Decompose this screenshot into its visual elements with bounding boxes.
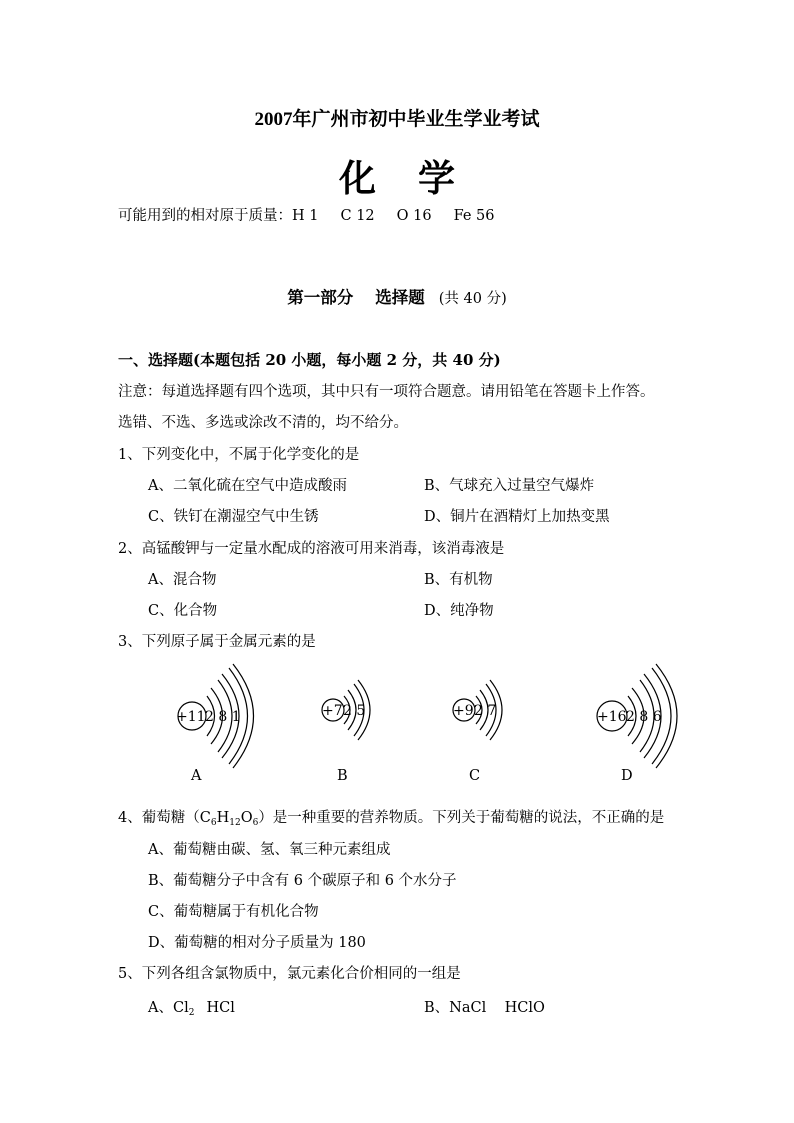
q2-option-c: C、化合物 <box>148 603 218 619</box>
section-note-1: 注意：每道选择题有四个选项，其中只有一项符合题意。请用铅笔在答题卡上作答。 <box>118 384 655 400</box>
q5-option-a-sub: 2 <box>188 1008 195 1018</box>
q1-option-a: A、二氧化硫在空气中造成酸雨 <box>148 478 347 494</box>
atom-a-nucleus: +11 <box>176 709 206 725</box>
subject-title: 化学 <box>339 156 497 200</box>
atom-b-nucleus: +7 <box>322 703 343 719</box>
q5-option-b: B、NaCl HClO <box>424 1000 545 1016</box>
q5-stem: 5、下列各组含氯物质中，氯元素化合价相同的一组是 <box>118 966 461 982</box>
q4-option-d: D、葡萄糖的相对分子质量为 180 <box>148 935 366 951</box>
atom-d-nucleus: +16 <box>597 709 627 725</box>
atomic-masses-line <box>118 206 495 226</box>
formula-o-sub: 6 <box>252 818 259 828</box>
q3-stem: 3、下列原子属于金属元素的是 <box>118 634 316 650</box>
q5-option-a-post: HCl <box>206 1000 235 1016</box>
atomic-mass-fe: Fe 56 <box>453 208 495 224</box>
atomic-masses-label: 可能用到的相对原于质量： <box>118 208 292 224</box>
part-total: (共 40 分) <box>438 291 507 307</box>
part-name: 第一部分 <box>287 288 354 307</box>
q2-option-d: D、纯净物 <box>424 603 494 619</box>
section-heading: 一、选择题(本题包括 20 小题，每小题 2 分，共 40 分) <box>118 351 501 369</box>
glucose-formula <box>200 810 259 826</box>
section-note-2: 选错、不选、多选或涂改不清的，均不给分。 <box>118 415 408 431</box>
atom-b-label: B <box>337 768 348 784</box>
atom-diagrams <box>0 660 794 800</box>
q4-stem-pre: 4、葡萄糖（ <box>118 810 200 826</box>
q1-option-c: C、铁钉在潮湿空气中生锈 <box>148 509 319 525</box>
q2-option-b: B、有机物 <box>424 572 493 588</box>
atom-b-shells: 2 5 <box>343 703 366 719</box>
q5-option-a-pre: A、Cl <box>148 1000 189 1016</box>
atom-a-shells: 2 8 1 <box>205 709 241 725</box>
formula-c-sub: 6 <box>210 818 217 828</box>
atom-d-shells: 2 8 6 <box>626 709 662 725</box>
atomic-mass-o: O 16 <box>396 208 432 224</box>
atom-d-label: D <box>621 768 633 784</box>
q1-option-b: B、气球充入过量空气爆炸 <box>424 478 595 494</box>
atomic-mass-h: H 1 <box>292 208 319 224</box>
exam-title: 2007年广州市初中毕业生学业考试 <box>254 109 540 130</box>
formula-h: H <box>216 810 230 826</box>
formula-o: O <box>240 810 253 826</box>
part-heading <box>0 284 794 308</box>
atom-a-label: A <box>191 768 202 784</box>
q4-option-b: B、葡萄糖分子中含有 6 个碳原子和 6 个水分子 <box>148 873 457 889</box>
atomic-mass-c: C 12 <box>340 208 375 224</box>
atom-c-shells: 2 7 <box>474 703 497 719</box>
q2-stem: 2、高锰酸钾与一定量水配成的溶液可用来消毒，该消毒液是 <box>118 541 505 557</box>
q2-option-a: A、混合物 <box>148 572 217 588</box>
formula-h-sub: 12 <box>229 818 241 828</box>
q4-option-a: A、葡萄糖由碳、氢、氧三种元素组成 <box>148 842 391 858</box>
atom-c-nucleus: +9 <box>453 703 474 719</box>
q1-stem: 1、下列变化中，不属于化学变化的是 <box>118 447 360 463</box>
q5-option-a <box>148 998 235 1023</box>
q4-stem <box>118 808 664 833</box>
atom-c-label: C <box>469 768 481 784</box>
part-type: 选择题 <box>375 288 425 307</box>
q4-option-c: C、葡萄糖属于有机化合物 <box>148 904 319 920</box>
q1-option-d: D、铜片在酒精灯上加热变黑 <box>424 509 610 525</box>
formula-c: C <box>199 810 211 826</box>
q4-stem-post: ）是一种重要的营养物质。下列关于葡萄糖的说法，不正确的是 <box>258 810 665 826</box>
